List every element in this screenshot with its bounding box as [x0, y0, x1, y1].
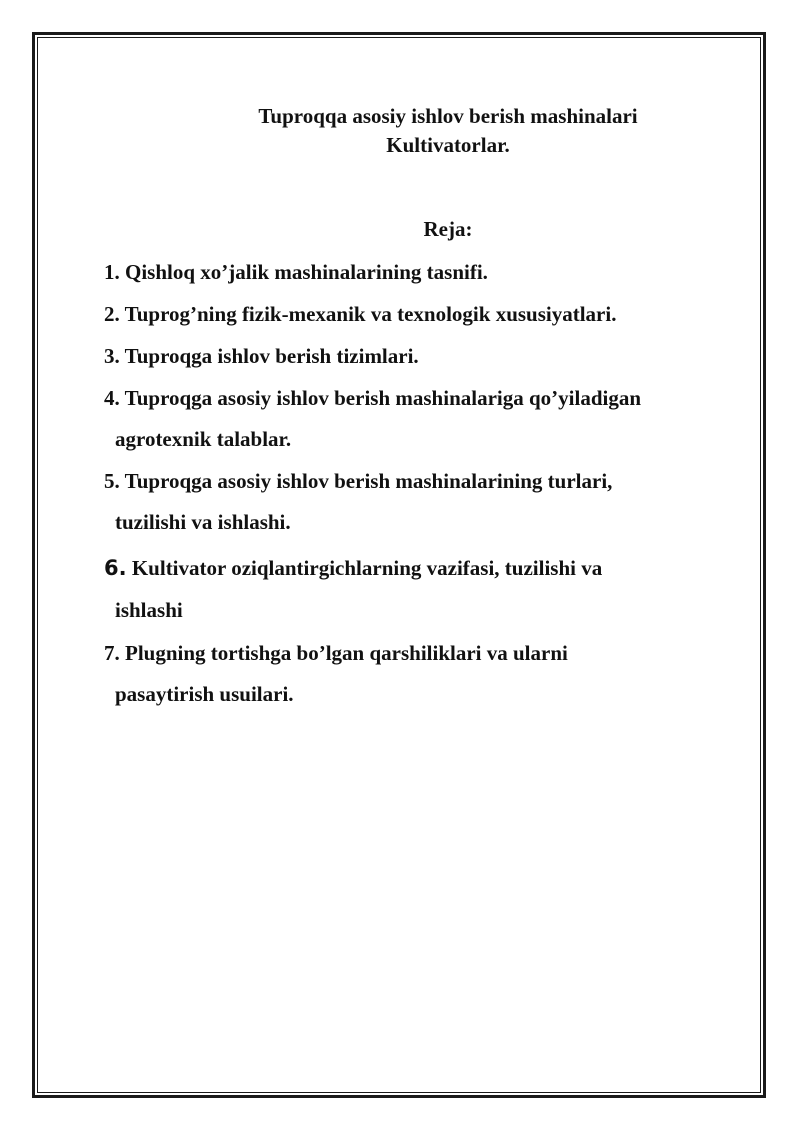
list-item-number: 5. — [104, 469, 120, 493]
list-item-continuation: agrotexnik talablar. — [115, 427, 292, 451]
list-item — [104, 556, 602, 581]
list-item — [104, 386, 641, 411]
document-title: Tuproqqa asosiy ishlov berish mashinalari — [258, 104, 638, 128]
list-item-text: Plugning tortishga bo’lgan qarshiliklari va ularni — [125, 641, 568, 665]
list-item-number: 7. — [104, 641, 120, 665]
list-item-number: 4. — [104, 386, 120, 410]
list-item — [104, 260, 488, 285]
list-item-number: 6. — [104, 556, 127, 580]
list-item-continuation: tuzilishi va ishlashi. — [115, 510, 291, 534]
list-item-continuation: pasaytirish usuilari. — [115, 682, 294, 706]
list-item — [104, 302, 616, 327]
list-item-text: Tuprog’ning fizik-mexanik va texnologik xususiyatlari. — [124, 302, 617, 326]
list-item-text: Tuproqga asosiy ishlov berish mashinalariga qo’yiladigan — [124, 386, 642, 410]
plan-heading: Reja: — [423, 217, 473, 241]
list-item-continuation: ishlashi — [115, 598, 183, 622]
list-item — [104, 641, 568, 666]
list-item-number: 2. — [104, 302, 120, 326]
list-item — [104, 469, 612, 494]
list-item-number: 1. — [104, 260, 120, 284]
list-item — [104, 344, 419, 369]
list-item-number: 3. — [104, 344, 120, 368]
list-item-text: Kultivator oziqlantirgichlarning vazifasi, tuzilishi va — [131, 556, 603, 580]
list-item-text: Tuproqga ishlov berish tizimlari. — [124, 344, 419, 368]
document-subtitle: Kultivatorlar. — [386, 133, 510, 157]
list-item-text: Tuproqga asosiy ishlov berish mashinalarining turlari, — [124, 469, 613, 493]
list-item-text: Qishloq xo’jalik mashinalarining tasnifi. — [125, 260, 488, 284]
